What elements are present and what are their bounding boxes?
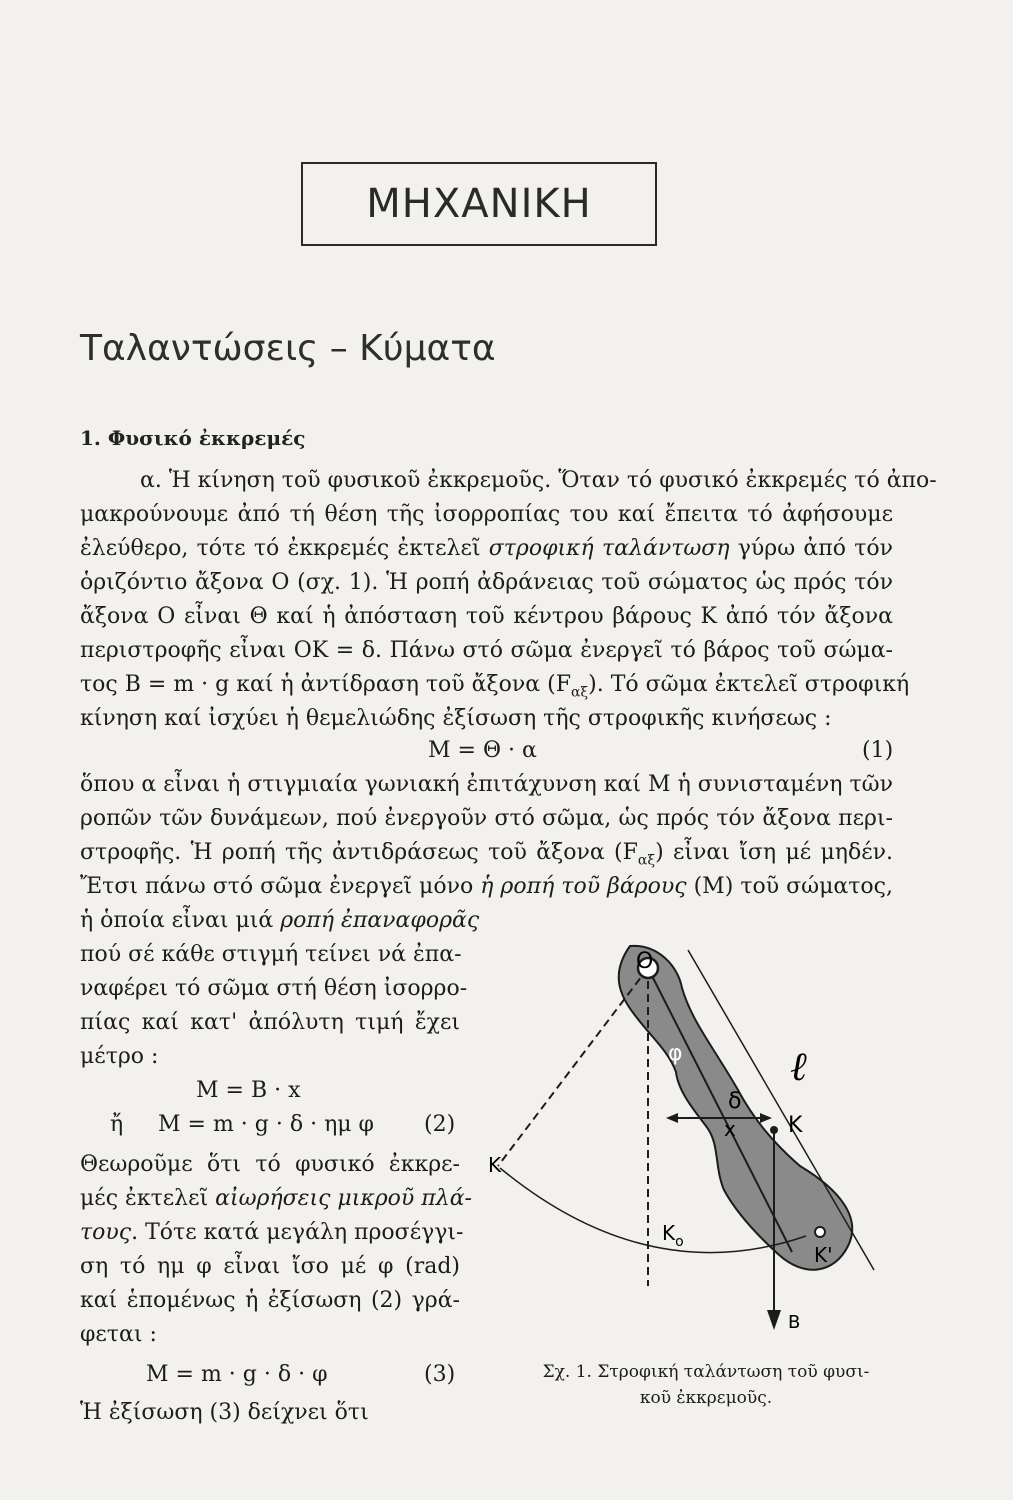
chapter-title: Ταλαντώσεις – Κύματα xyxy=(80,328,496,369)
text-run: τος Β = m · g καί ἡ ἀντίδραση τοῦ ἄξονα (F xyxy=(80,672,571,697)
paragraph-line: καί ἑπομένως ἡ ἐξίσωση (2) γρά- xyxy=(80,1288,460,1313)
paragraph-line: μακρούνουμε ἀπό τή θέση τῆς ἰσορροπίας του καί ἔπειτα τό ἀφήσουμε xyxy=(80,502,893,527)
label-O: O xyxy=(636,949,654,974)
subscript: αξ xyxy=(637,852,656,869)
paragraph-line: ναφέρει τό σῶμα στή θέση ἰσορρο- xyxy=(80,976,468,1001)
paragraph-line xyxy=(80,906,480,936)
label-x: x xyxy=(724,1117,736,1141)
paragraph-line xyxy=(80,872,893,902)
emphasis-text: στροφική ταλάντωση xyxy=(488,536,730,561)
arrow-head xyxy=(760,1113,772,1123)
text-run: ). Τό σῶμα ἐκτελεῖ στροφική xyxy=(588,672,910,697)
paragraph-line: ὁριζόντιο ἄξονα Ο (σχ. 1). Ἡ ροπή ἀδράνειας τοῦ σώματος ὡς πρός τόν xyxy=(80,570,893,595)
text-run: Ἔτσι πάνω στό σῶμα ἐνεργεῖ μόνο xyxy=(80,874,481,899)
label-K0 xyxy=(662,1221,684,1250)
paragraph-line xyxy=(80,670,910,707)
section-banner-box: ΜΗΧΑΝΙΚΗ xyxy=(301,162,657,246)
paragraph-line: α. Ἡ κίνηση τοῦ φυσικοῦ ἐκκρεμοῦς. Ὅταν τό φυσικό ἐκκρεμές τό ἀπο- xyxy=(140,468,937,493)
label-phi: φ xyxy=(668,1041,683,1066)
emphasis-text: ροπή ἐπαναφορᾶς xyxy=(280,908,480,933)
text-run: γύρω ἀπό τόν xyxy=(729,536,893,561)
paragraph-line xyxy=(80,1218,464,1248)
label-K-left: K xyxy=(488,1153,502,1177)
equation-number: (1) xyxy=(862,738,894,763)
equation-1: M = Θ · α xyxy=(428,738,537,763)
paragraph-line xyxy=(80,1184,472,1214)
center-K-prime xyxy=(815,1227,825,1237)
delta-line xyxy=(648,968,792,1252)
text-run: ) εἶναι ἴση μέ μηδέν. xyxy=(655,840,893,865)
text-run: . Τότε κατά μεγάλη προσέγγι- xyxy=(131,1220,464,1245)
equation-number: (2) xyxy=(424,1112,456,1137)
paragraph-line: ὅπου α εἶναι ἡ στιγμιαία γωνιακή ἐπιτάχυνση καί Μ ἡ συνισταμένη τῶν xyxy=(80,772,893,797)
paragraph-line xyxy=(80,838,893,875)
emphasis-text: ἡ ροπή τοῦ βάρους xyxy=(480,874,687,899)
emphasis-text: τους xyxy=(80,1220,132,1245)
paragraph-line: φεται : xyxy=(80,1322,157,1347)
paragraph-line: κίνηση καί ἰσχύει ἡ θεμελιώδης ἐξίσωση τῆς στροφικῆς κινήσεως : xyxy=(80,706,832,731)
label-K0-main: K xyxy=(662,1221,676,1245)
label-delta: δ xyxy=(728,1089,742,1114)
figure-caption: κοῦ ἐκκρεμοῦς. xyxy=(639,1388,773,1408)
equation-2a: M = B · x xyxy=(196,1078,301,1103)
paragraph-line: Ἡ ἐξίσωση (3) δείχνει ὅτι xyxy=(80,1400,369,1425)
label-l: ℓ xyxy=(790,1044,807,1090)
equation-number: (3) xyxy=(424,1362,456,1387)
paragraph-line: Θεωροῦμε ὅτι τό φυσικό ἐκκρε- xyxy=(80,1152,460,1177)
arrow-head xyxy=(666,1113,678,1123)
equation-3: M = m · g · δ · φ xyxy=(146,1362,328,1387)
paragraph-line: ση τό ημ φ εἶναι ἴσο μέ φ (rad) xyxy=(80,1254,460,1279)
subscript: αξ xyxy=(570,684,589,701)
equation-2b: M = m · g · δ · ημ φ xyxy=(158,1112,374,1137)
paragraph-line: ροπῶν τῶν δυνάμεων, πού ἐνεργοῦν στό σῶμα, ὡς πρός τόν ἄξονα περι- xyxy=(80,806,893,831)
text-run: στροφῆς. Ἡ ροπή τῆς ἀντιδράσεως τοῦ ἄξονα (F xyxy=(80,840,638,865)
equation-or: ἤ xyxy=(110,1112,124,1137)
arrow-head xyxy=(767,1310,781,1330)
section-heading: 1. Φυσικό ἐκκρεμές xyxy=(80,426,306,450)
paragraph-line xyxy=(80,534,893,564)
label-K0-sub: o xyxy=(675,1234,684,1250)
paragraph-line: ἄξονα Ο εἶναι Θ καί ἡ ἀπόσταση τοῦ κέντρου βάρους Κ ἀπό τόν ἄξονα xyxy=(80,604,893,629)
text-run: ἐλεύθερο, τότε τό ἐκκρεμές ἐκτελεῖ xyxy=(80,536,489,561)
paragraph-line: πού σέ κάθε στιγμή τείνει νά ἐπα- xyxy=(80,942,462,967)
center-K xyxy=(770,1126,778,1134)
paragraph-line: μέτρο : xyxy=(80,1044,159,1069)
label-K: K xyxy=(788,1113,803,1138)
pendulum-figure xyxy=(470,940,900,1340)
paragraph-line: πίας καί κατ' ἀπόλυτη τιμή ἔχει xyxy=(80,1010,460,1035)
emphasis-text: αἰωρήσεις μικροῦ πλά- xyxy=(215,1186,472,1211)
paragraph-line: περιστροφῆς εἶναι ΟΚ = δ. Πάνω στό σῶμα ἐνεργεῖ τό βάρος τοῦ σώμα- xyxy=(80,638,893,663)
text-run: μές ἐκτελεῖ xyxy=(80,1186,216,1211)
label-B: B xyxy=(788,1312,801,1333)
text-run: ἡ ὁποία εἶναι μιά xyxy=(80,908,281,933)
label-K-prime: K' xyxy=(814,1243,833,1267)
figure-caption: Σχ. 1. Στροφική ταλάντωση τοῦ φυσι- xyxy=(542,1362,870,1382)
text-run: (Μ) τοῦ σώματος, xyxy=(686,874,893,899)
